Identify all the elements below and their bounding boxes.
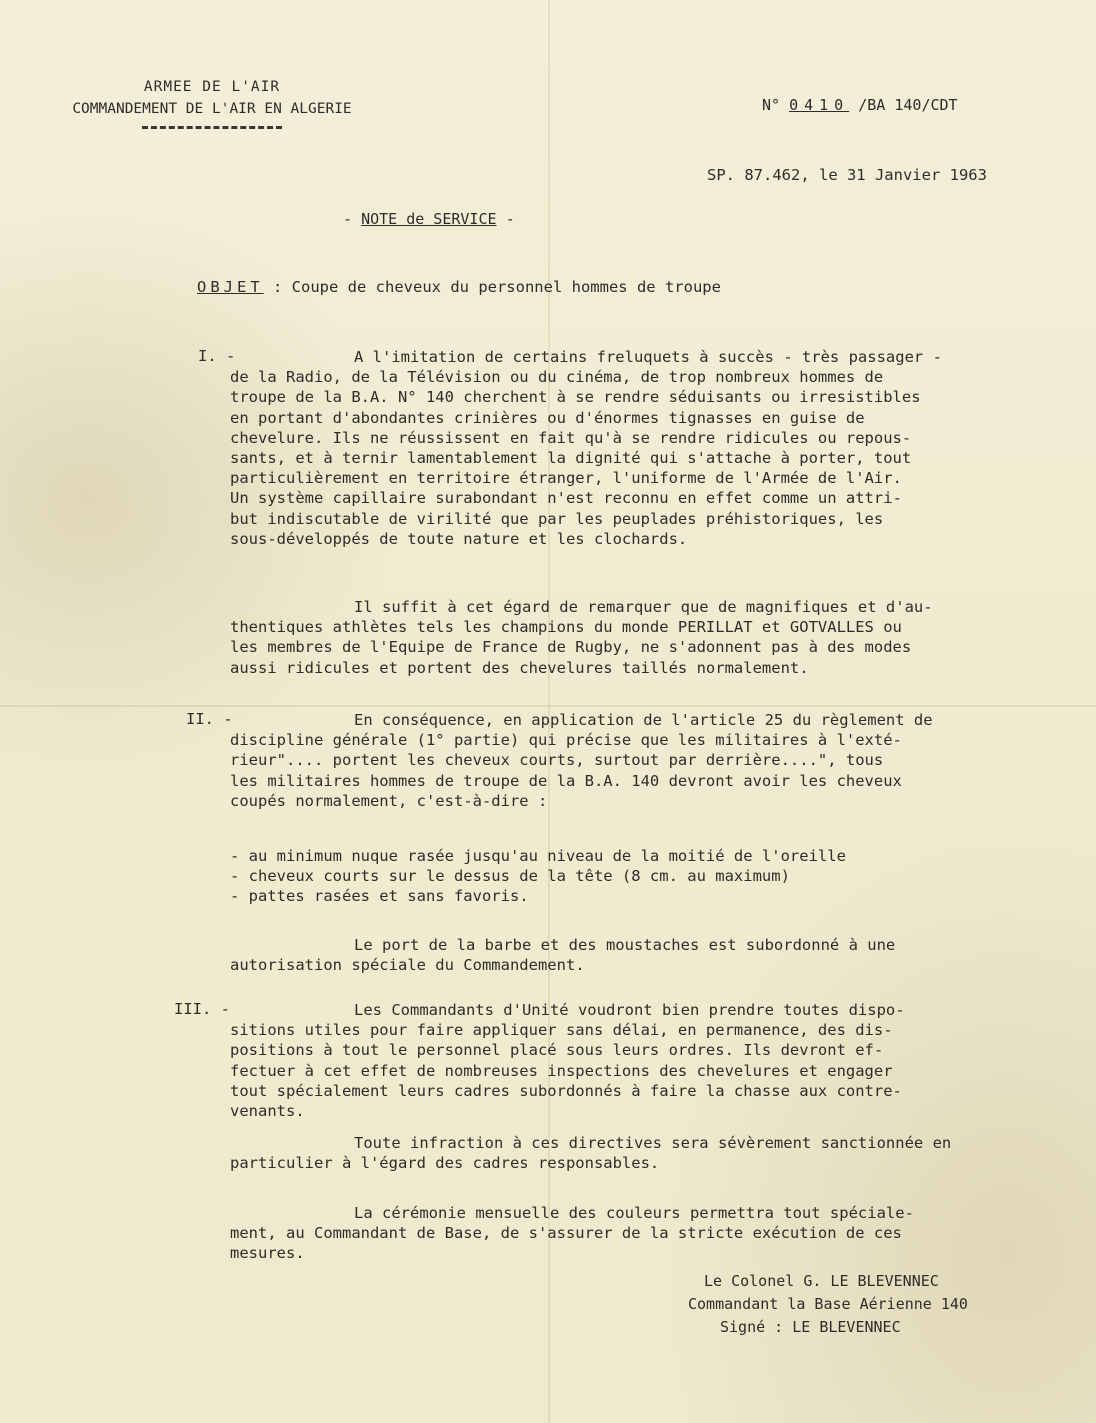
subject-label: OBJET xyxy=(197,278,264,296)
text-line: but indiscutable de virilité que par les peuplades préhistoriques, les xyxy=(230,509,884,528)
text-line: mesures. xyxy=(230,1244,305,1263)
text-line: positions à tout le personnel placé sous leurs ordres. Ils devront ef- xyxy=(230,1041,884,1060)
section-2-paragraph-1 xyxy=(230,710,933,811)
text-line: sous-développés de toute nature et les clochards. xyxy=(230,529,688,548)
text-line: A l'imitation de certains freluquets à succès - très passager - xyxy=(354,348,942,366)
section-3-paragraph-2 xyxy=(230,1133,951,1173)
subject-text: : Coupe de cheveux du personnel hommes de troupe xyxy=(273,278,721,296)
text-line: Toute infraction à ces directives sera sévèrement sanctionnée en xyxy=(354,1134,952,1152)
text-line: de la Radio, de la Télévision ou du cinéma, de trop nombreux hommes de xyxy=(230,368,884,387)
org-line-1: ARMEE DE L'AIR xyxy=(143,79,281,95)
text-line: discipline générale (1° partie) qui précise que les militaires à l'exté- xyxy=(230,731,902,750)
section-1-paragraph-1 xyxy=(230,347,942,549)
section-2-list xyxy=(230,846,846,907)
section-1-label: I. - xyxy=(198,347,236,365)
text-line: Les Commandants d'Unité voudront bien prendre toutes dispo- xyxy=(354,1001,905,1019)
text-line: chevelure. Ils ne réussissent en fait qu'à se rendre ridicules ou repous- xyxy=(230,428,912,447)
title-text: NOTE de SERVICE xyxy=(361,210,497,228)
signature-block xyxy=(688,1270,968,1339)
text-line: troupe de la B.A. N° 140 cherchent à se rendre séduisants ou irresistibles xyxy=(230,388,921,407)
organization-header xyxy=(22,76,402,129)
text-line: Le port de la barbe et des moustaches est subordonné à une xyxy=(354,936,896,954)
text-line: particulièrement en territoire étranger, l'uniforme de l'Armée de l'Air. xyxy=(230,469,902,488)
section-1-paragraph-2 xyxy=(230,597,933,678)
header-underline xyxy=(142,126,282,129)
ref-number: 0410 xyxy=(789,96,850,114)
paper-fold-horizontal xyxy=(0,705,1096,707)
reference-number xyxy=(762,96,958,114)
text-line: Un système capillaire surabondant n'est reconnu en effet comme un attri- xyxy=(230,489,902,508)
ref-prefix: N° xyxy=(762,96,781,114)
text-line: sitions utiles pour faire appliquer sans délai, en permanence, des dis- xyxy=(230,1021,893,1040)
org-line-2: COMMANDEMENT DE L'AIR EN ALGERIE xyxy=(72,101,352,117)
section-3-paragraph-1 xyxy=(230,1000,905,1121)
signature-line-2: Commandant la Base Aérienne 140 xyxy=(688,1295,968,1313)
text-line: fectuer à cet effet de nombreuses inspections des chevelures et engager xyxy=(230,1061,893,1080)
signature-line-3: Signé : LE BLEVENNEC xyxy=(720,1318,901,1336)
text-line: tout spécialement leurs cadres subordonnés à faire la chasse aux contre- xyxy=(230,1081,902,1100)
text-line: les militaires hommes de troupe de la B.A. 140 devront avoir les cheveux xyxy=(230,771,902,790)
text-line: rieur".... portent les cheveux courts, surtout par derrière....", tous xyxy=(230,751,884,770)
list-item: - au minimum nuque rasée jusqu'au niveau de la moitié de l'oreille xyxy=(230,847,846,865)
text-line: aussi ridicules et portent des chevelures taillés normalement. xyxy=(230,658,809,677)
list-item: - cheveux courts sur le dessus de la tête (8 cm. au maximum) xyxy=(230,867,790,886)
text-line: Il suffit à cet égard de remarquer que de magnifiques et d'au- xyxy=(354,598,933,616)
text-line: En conséquence, en application de l'article 25 du règlement de xyxy=(354,711,933,729)
text-line: coupés normalement, c'est-à-dire : xyxy=(230,791,548,810)
note-title xyxy=(343,210,515,228)
subject-line xyxy=(197,278,721,296)
text-line: particulier à l'égard des cadres responsables. xyxy=(230,1154,660,1173)
section-3-paragraph-3 xyxy=(230,1203,914,1264)
title-dash-right: - xyxy=(505,210,515,228)
section-3-label: III. - xyxy=(174,1000,230,1018)
text-line: thentiques athlètes tels les champions du monde PERILLAT et GOTVALLES ou xyxy=(230,618,902,637)
text-line: les membres de l'Equipe de France de Rugby, ne s'adonnent pas à des modes xyxy=(230,638,912,657)
text-line: autorisation spéciale du Commandement. xyxy=(230,956,585,975)
text-line: La cérémonie mensuelle des couleurs permettra tout spéciale- xyxy=(354,1204,914,1222)
text-line: venants. xyxy=(230,1102,305,1121)
date-line: SP. 87.462, le 31 Janvier 1963 xyxy=(707,166,987,184)
ref-suffix: /BA 140/CDT xyxy=(858,96,958,114)
title-dash-left: - xyxy=(343,210,353,228)
section-2-paragraph-2 xyxy=(230,935,895,975)
text-line: en portant d'abondantes crinières ou d'énormes tignasses en guise de xyxy=(230,408,865,427)
text-line: sants, et à ternir lamentablement la dignité qui s'attache à porter, tout xyxy=(230,449,912,468)
text-line: ment, au Commandant de Base, de s'assurer de la stricte exécution de ces xyxy=(230,1224,902,1243)
section-2-label: II. - xyxy=(186,710,233,728)
signature-line-1: Le Colonel G. LE BLEVENNEC xyxy=(704,1272,939,1290)
list-item: - pattes rasées et sans favoris. xyxy=(230,887,529,906)
